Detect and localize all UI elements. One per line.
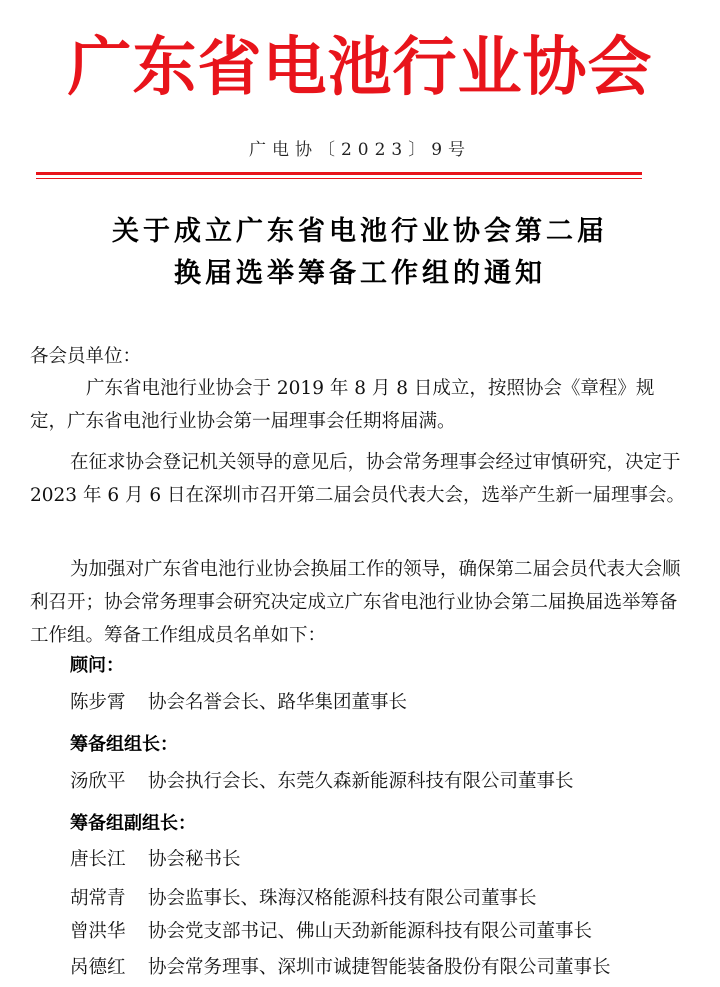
member-role: 协会执行会长、东莞久森新能源科技有限公司董事长	[148, 771, 574, 792]
member-row	[70, 884, 537, 914]
letterhead-rule-thin	[36, 178, 642, 179]
member-name: 汤欣平	[70, 771, 126, 792]
notice-title-line-2: 换届选举筹备工作组的通知	[174, 258, 546, 289]
member-row	[70, 688, 407, 718]
group-heading-deputy-leader: 筹备组副组长：	[70, 813, 196, 834]
member-name: 呙德红	[70, 957, 126, 978]
document-number: 广电协〔2023〕9号	[248, 140, 472, 160]
paragraph-working-group: 为加强对广东省电池行业协会换届工作的领导，确保第二届会员代表大会顺利召开；协会常务理事会研究决定成立广东省电池行业协会第二届换届选举筹备工作组。筹备工作组成员名单如下：	[30, 559, 681, 646]
member-name: 陈步霄	[70, 692, 126, 713]
member-role: 协会秘书长	[148, 849, 241, 870]
salutation: 各会员单位：	[30, 346, 142, 367]
member-role: 协会党支部书记、佛山天劲新能源科技有限公司董事长	[148, 921, 593, 942]
paragraph-decision: 在征求协会登记机关领导的意见后，协会常务理事会经过审慎研究，决定于 2023 年 6 月 6 日在深圳市召开第二届会员代表大会，选举产生新一届理事会。	[30, 452, 686, 506]
group-heading-leader: 筹备组组长：	[70, 734, 178, 755]
member-row	[70, 917, 592, 947]
member-row	[70, 767, 574, 797]
member-name: 唐长江	[70, 849, 126, 870]
notice-title-line-1: 关于成立广东省电池行业协会第二届	[112, 216, 608, 247]
member-role: 协会监事长、珠海汉格能源科技有限公司董事长	[148, 888, 537, 909]
member-row	[70, 953, 611, 983]
group-heading-advisor: 顾问：	[70, 655, 124, 676]
member-row	[70, 845, 241, 875]
letterhead-rule-thick	[36, 172, 642, 175]
member-role: 协会名誉会长、路华集团董事长	[148, 692, 408, 713]
member-role: 协会常务理事、深圳市诚捷智能装备股份有限公司董事长	[148, 957, 611, 978]
paragraph-founding: 广东省电池行业协会于 2019 年 8 月 8 日成立，按照协会《章程》规定，广东省电池行业协会第一届理事会任期将届满。	[30, 378, 655, 432]
member-name: 曾洪华	[70, 921, 126, 942]
letterhead-org-name: 广东省电池行业协会	[67, 31, 653, 105]
member-name: 胡常青	[70, 888, 126, 909]
